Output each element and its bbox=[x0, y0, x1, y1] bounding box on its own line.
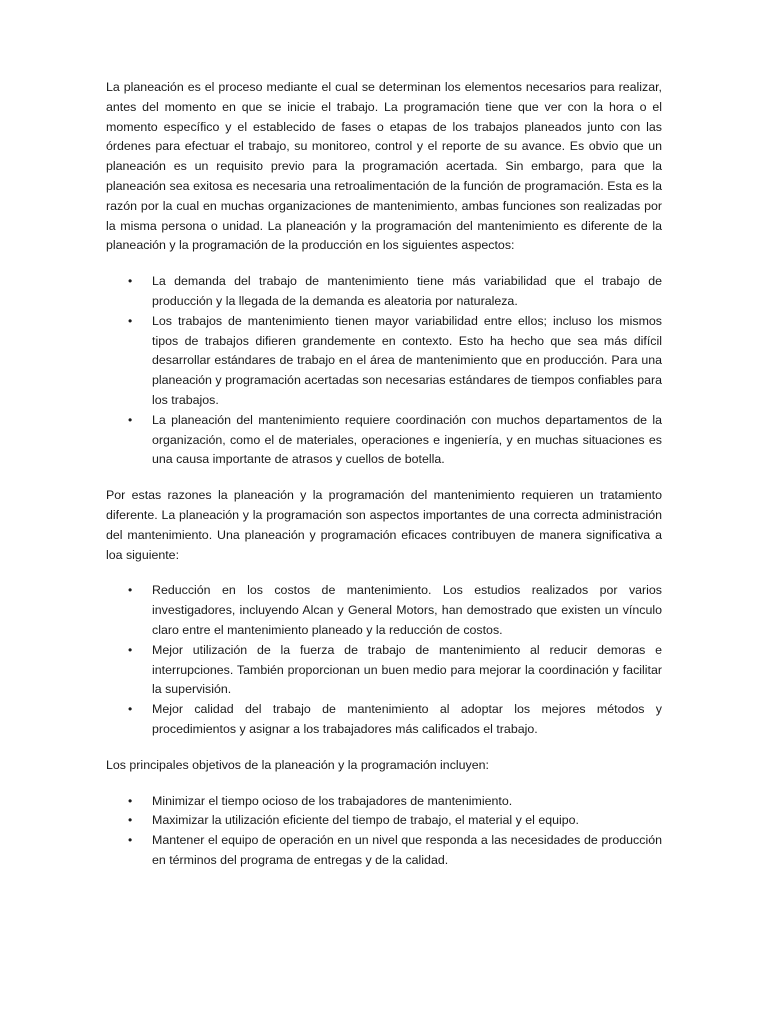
list-item-text: La planeación del mantenimiento requiere coordinación con muchos departamentos de la organización, como el de materiales, operaciones e ingeniería, y en muchas situaciones es una causa importante de atrasos y cuellos de botella. bbox=[152, 412, 662, 467]
list-item-text: La demanda del trabajo de mantenimiento tiene más variabilidad que el trabajo de producción y la llegada de la demanda es aleatoria por naturaleza. bbox=[152, 274, 662, 308]
objectives-paragraph: Los principales objetivos de la planeación y la programación incluyen: bbox=[106, 757, 489, 772]
list-item bbox=[106, 700, 662, 740]
list-item-text: Mejor utilización de la fuerza de trabajo de mantenimiento al reducir demoras e interrupciones. También proporcionan un buen medio para mejorar la coordinación y facilitar la supervisión. bbox=[152, 642, 662, 697]
list-item bbox=[106, 312, 662, 411]
bullet-icon: • bbox=[128, 274, 133, 289]
list-item bbox=[106, 792, 662, 812]
bullet-icon: • bbox=[128, 412, 133, 427]
intro-paragraph: La planeación es el proceso mediante el cual se determinan los elementos necesarios para realizar, antes del momento en que se inicie el trabajo. La programación tiene que ver con la hora o el momento específico y el establecido de fases o etapas de los trabajos planeados junto con las órdenes para efectuar el trabajo, su monitoreo, control y el reporte de su avance. Es obvio que un planeación es un requisito previo para la programación acertada. Sin embargo, para que la planeación sea exitosa es necesaria una retroalimentación de la función de programación. Esta es la razón por la cual en muchas organizaciones de mantenimiento, ambas funciones son realizadas por la misma persona o unidad. La planeación y la programación del mantenimiento es diferente de la planeación y la programación de la producción en los siguientes aspectos: bbox=[106, 80, 662, 253]
list-item bbox=[106, 831, 662, 871]
list-item bbox=[106, 641, 662, 700]
bullet-icon: • bbox=[128, 702, 133, 717]
bullet-icon: • bbox=[128, 833, 133, 848]
list-item bbox=[106, 272, 662, 312]
list-item-text: Reducción en los costos de mantenimiento. Los estudios realizados por varios investigadores, incluyendo Alcan y General Motors, han demostrado que existen un vínculo claro entre el mantenimiento planeado y la reducción de costos. bbox=[152, 583, 662, 637]
benefits-list bbox=[106, 581, 662, 739]
bullet-icon: • bbox=[128, 813, 133, 828]
list-item-text: Maximizar la utilización eficiente del tiempo de trabajo, el material y el equipo. bbox=[152, 813, 579, 828]
list-item-text: Mejor calidad del trabajo de mantenimiento al adoptar los mejores métodos y procedimientos y asignar a los trabajadores más calificados el trabajo. bbox=[152, 702, 662, 736]
bullet-icon: • bbox=[128, 583, 133, 598]
bullet-icon: • bbox=[128, 642, 133, 657]
document-page bbox=[106, 78, 662, 887]
bullet-icon: • bbox=[128, 313, 133, 328]
list-item bbox=[106, 811, 662, 831]
reasons-paragraph: Por estas razones la planeación y la programación del mantenimiento requieren un tratamiento diferente. La planeación y la programación son aspectos importantes de una correcta administración del mantenimiento. Una planeación y programación eficaces contribuyen de manera significativa a loa siguiente: bbox=[106, 488, 662, 562]
list-item-text: Mantener el equipo de operación en un nivel que responda a las necesidades de producción en términos del programa de entregas y de la calidad. bbox=[152, 833, 662, 867]
list-item bbox=[106, 581, 662, 640]
bullet-icon: • bbox=[128, 793, 133, 808]
differences-list bbox=[106, 272, 662, 470]
list-item-text: Los trabajos de mantenimiento tienen mayor variabilidad entre ellos; incluso los mismos tipos de trabajos difieren grandemente en contexto. Esto ha hecho que sea más difícil desarrollar estándares de trabajo en el área de mantenimiento que en producción. Para una planeación y programación acertadas son necesarias estándares de tiempos confiables para los trabajos. bbox=[152, 313, 662, 407]
list-item-text: Minimizar el tiempo ocioso de los trabajadores de mantenimiento. bbox=[152, 793, 513, 808]
objectives-list bbox=[106, 792, 662, 871]
list-item bbox=[106, 411, 662, 470]
